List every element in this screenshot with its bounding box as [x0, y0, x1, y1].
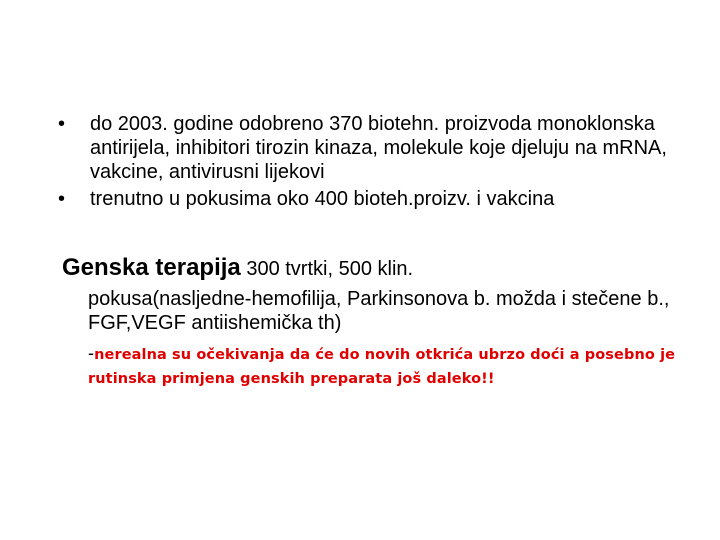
bullet-text: do 2003. godine odobreno 370 biotehn. proizvoda monoklonska antirijela, inhibitori tirozin kinaza, molekule koje djeluju na mRNA, vakcine, antivirusni lijekovi: [90, 113, 667, 183]
gene-therapy-heading: [62, 252, 702, 285]
bullet-item-current-trials: [56, 187, 696, 211]
bullet-marker: •: [58, 188, 66, 210]
bullet-text: trenutno u pokusima oko 400 bioteh.proizv. i vakcina: [90, 188, 555, 210]
gene-therapy-title: Genska terapija: [62, 254, 241, 281]
gene-therapy-body: pokusa(nasljedne-hemofilija, Parkinsonova b. možda i stečene b., FGF,VEGF antiishemička th): [88, 288, 670, 334]
gene-therapy-section: [62, 252, 702, 391]
gene-therapy-warning: [62, 341, 702, 391]
bullet-marker: •: [58, 113, 66, 135]
warning-text: nerealna su očekivanja da će do novih otkrića ubrzo doći a posebno je rutinska primjena genskih preparata još daleko!!: [88, 347, 676, 387]
warning-dash: -: [88, 343, 95, 363]
bullet-item-approved-products: [56, 112, 696, 184]
gene-therapy-heading-rest: 300 tvrtki, 500 klin.: [246, 258, 414, 280]
bullet-list: [56, 112, 696, 214]
